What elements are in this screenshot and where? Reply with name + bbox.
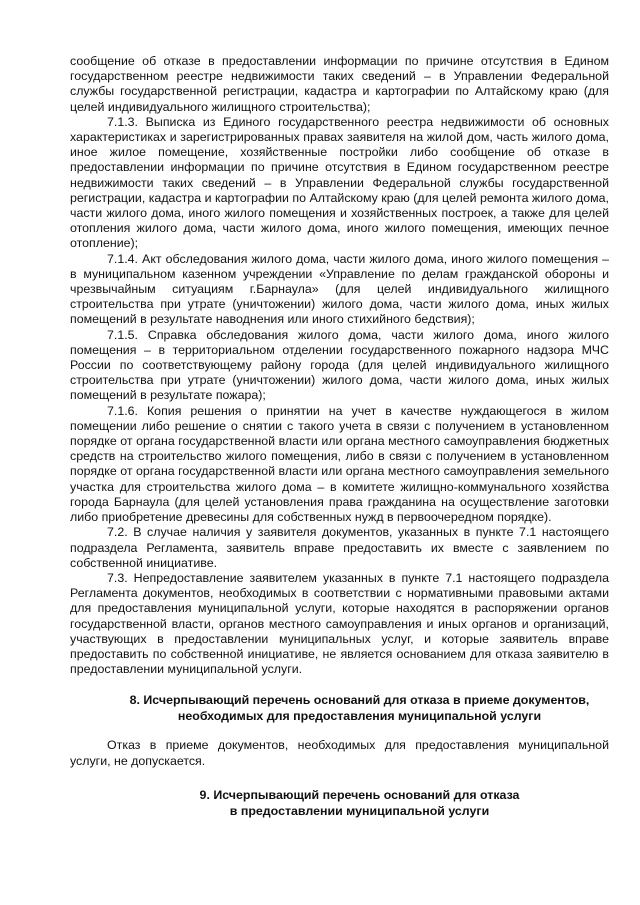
section-8-text: Отказ в приеме документов, необходимых для предоставления муниципальной услуги, не допускается.: [70, 738, 609, 768]
paragraph-continuation: сообщение об отказе в предоставлении информации по причине отсутствия в Едином государственном реестре недвижимости таких сведений – в Управлении Федеральной службы государственной регистрации, кадастра и картографии по Алтайскому краю (для целей индивидуального жилищного строительства);: [70, 54, 609, 114]
paragraph-7-1-4: 7.1.4. Акт обследования жилого дома, части жилого дома, иного жилого помещения – в муниципальном казенном учреждении «Управление по делам гражданской обороны и чрезвычайным ситуациям г.Барнаула» (для целей индивидуального жилищного строительства при утрате (уничтожении) жилого дома, части жилого дома, иных жилых помещений в результате наводнения или иного стихийного бедствия);: [70, 251, 609, 327]
section-9-heading-line-2: в предоставлении муниципальной услуги: [229, 803, 490, 818]
section-8-heading-line-1: 8. Исчерпывающий перечень оснований для отказа в приеме документов,: [129, 693, 590, 708]
section-9-heading: [70, 787, 609, 819]
paragraph-7-2: 7.2. В случае наличия у заявителя документов, указанных в пункте 7.1 настоящего подраздела Регламента, заявитель вправе предоставить их вместе с заявлением по собственной инициативе.: [70, 525, 609, 570]
section-9-heading-line-1: 9. Исчерпывающий перечень оснований для отказа: [199, 787, 520, 802]
paragraph-7-1-6: 7.1.6. Копия решения о принятии на учет в качестве нуждающегося в жилом помещении либо решение о снятии с такого учета в связи с получением в установленном порядке от органа государственной власти или органа местного самоуправления бюджетных средств на строительство жилого помещения, либо в связи с получением в установленном порядке от органа государственной власти или органа местного самоуправления земельного участка для строительства жилого дома – в комитете жилищно-коммунального хозяйства города Барнаула (для целей установления права гражданина на осуществление заготовки либо приобретение древесины для собственных нужд в первоочередном порядке).: [70, 403, 609, 525]
paragraph-7-1-5: 7.1.5. Справка обследования жилого дома, части жилого дома, иного жилого помещения – в территориальном отделении государственного пожарного надзора МЧС России по соответствующему району города (для целей индивидуального жилищного строительства при утрате (уничтожении) жилого дома, части жилого дома, иных жилых помещений в результате пожара);: [70, 327, 609, 403]
section-8-heading: [70, 692, 609, 724]
paragraph-7-3: 7.3. Непредоставление заявителем указанных в пункте 7.1 настоящего подраздела Регламента документов, необходимых в соответствии с нормативными правовыми актами для предоставления муниципальной услуги, которые находятся в распоряжении органов государственной власти, органов местного самоуправления и иных органов и организаций, участвующих в предоставлении муниципальных услуг, и которые заявитель вправе предоставить по собственной инициативе, не является основанием для отказа заявителю в предоставлении муниципальной услуги.: [70, 570, 609, 677]
section-8-heading-line-2: необходимых для предоставления муниципальной услуги: [177, 709, 542, 724]
paragraph-7-1-3: 7.1.3. Выписка из Единого государственного реестра недвижимости об основных характеристиках и зарегистрированных правах заявителя на жилой дом, часть жилого дома, иное жилое помещение, хозяйственные постройки либо сообщение об отказе в предоставлении информации по причине отсутствия в Едином государственном реестре недвижимости таких сведений – в Управлении Федеральной службы государственной регистрации, кадастра и картографии по Алтайскому краю (для целей ремонта жилого дома, части жилого дома, иного жилого помещения и хозяйственных построек, а также для целей отопления жилого дома, части жилого дома, иного жилого помещения, имеющих печное отопление);: [70, 114, 609, 251]
